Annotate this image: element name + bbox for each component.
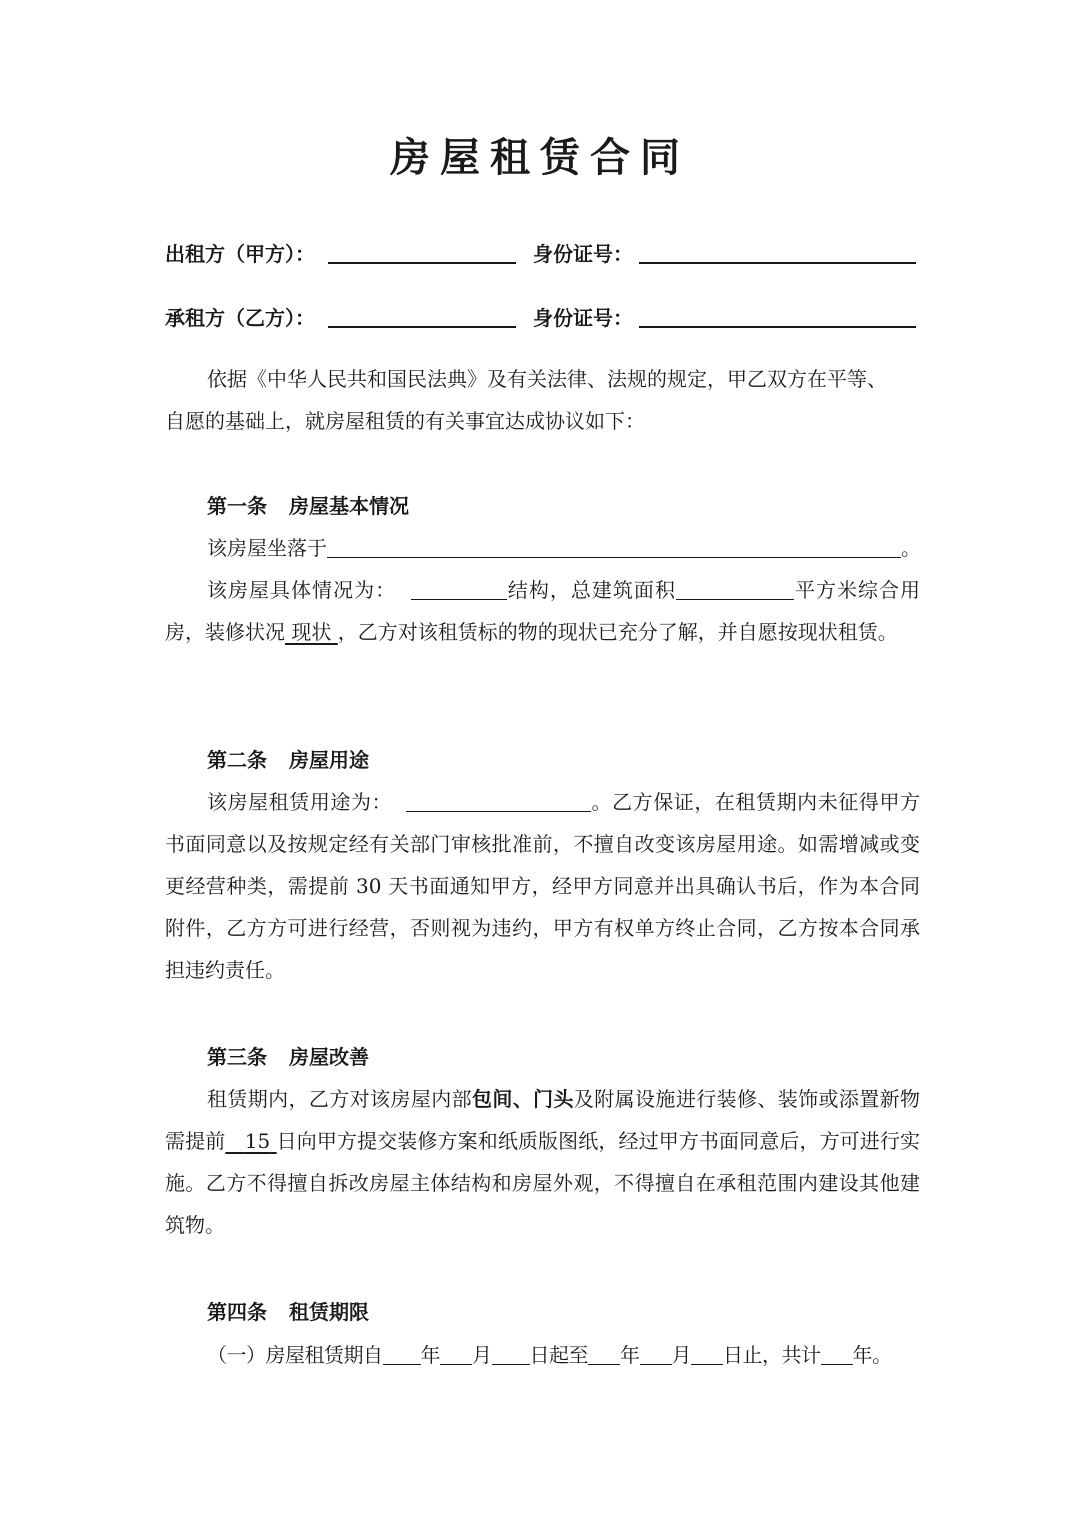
lessor-label: 出租方（甲方）：: [165, 242, 315, 266]
article-4-heading: [207, 1297, 369, 1327]
location-prefix: 该房屋坐落于: [207, 536, 327, 560]
start-year-field[interactable]: [383, 1340, 421, 1365]
lessor-id-field[interactable]: [639, 262, 916, 264]
article-1-location: [165, 527, 920, 569]
lessee-id-field[interactable]: [639, 326, 916, 328]
end-month-label: 月: [671, 1343, 691, 1367]
decoration-status: 现状: [291, 620, 332, 644]
article-3-body: [165, 1078, 920, 1246]
article-3-title: 房屋改善: [289, 1045, 369, 1069]
end-day-label: 日止，共计: [723, 1343, 821, 1367]
article-2-number: 第二条: [207, 748, 267, 772]
preamble: [165, 358, 920, 442]
total-years-field[interactable]: [821, 1340, 853, 1365]
lessee-id-label: 身份证号：: [533, 306, 633, 330]
lessee-row: [165, 296, 925, 332]
use-prefix: 该房屋租赁用途为：: [207, 790, 393, 814]
lessor-name-field[interactable]: [328, 262, 516, 264]
end-month-field[interactable]: [640, 1340, 672, 1365]
detail-use: 用房，装修状况: [165, 578, 921, 644]
document-title: 房屋租赁合同: [390, 134, 690, 181]
start-month-field[interactable]: [440, 1340, 472, 1365]
use-rest: 。乙方保证，在租赁期内未征得甲方书面同意以及按规定经有关部门审核批准前，不擅自改变该房屋用途。如需增减或变更经营种类，需提前 30 天书面通知甲方，经甲方同意并出具确认书后，作为本合同附件，乙方方可进行经营，否则视为违约，甲方有权单方终止合同，乙方按本合同承担违约责任。: [165, 790, 921, 982]
end-day-field[interactable]: [691, 1340, 723, 1365]
improve-text-c: 日向甲方提交装修方案和纸质版图纸，经过甲方书面同意后，方可进行实施。乙方不得擅自拆改房屋主体结构和房屋外观，不得擅自在承租范围内建设其他建筑物。: [165, 1129, 921, 1237]
article-1-heading: [207, 491, 409, 521]
start-day-field[interactable]: [492, 1340, 530, 1365]
start-month-label: 月: [472, 1343, 492, 1367]
article-2-title: 房屋用途: [289, 748, 369, 772]
article-3-number: 第三条: [207, 1045, 267, 1069]
improve-text-a: 租赁期内，乙方对该房屋内部: [207, 1087, 472, 1111]
article-4-title: 租赁期限: [289, 1300, 369, 1324]
lessee-name-field[interactable]: [328, 326, 516, 328]
detail-structure: 结构，总建筑面积: [506, 578, 676, 602]
detail-prefix: 该房屋具体情况为：: [207, 578, 397, 602]
lessor-id-label: 身份证号：: [533, 242, 633, 266]
article-4-number: 第四条: [207, 1300, 267, 1324]
preamble-line-1: 依据《中华人民共和国民法典》及有关法律、法规的规定，甲乙双方在平等、: [207, 367, 887, 391]
total-years-label: 年。: [852, 1343, 892, 1367]
preamble-line-2: 自愿的基础上，就房屋租赁的有关事宜达成协议如下：: [165, 409, 645, 433]
location-suffix: 。: [901, 536, 921, 560]
term-prefix: （一）房屋租赁期自: [207, 1343, 383, 1367]
article-1-number: 第一条: [207, 494, 267, 518]
article-1-details: [165, 569, 920, 653]
start-year-label: 年: [420, 1343, 440, 1367]
article-3-heading: [207, 1042, 369, 1072]
end-year-label: 年: [620, 1343, 640, 1367]
article-2-heading: [207, 745, 369, 775]
use-field[interactable]: [406, 787, 591, 812]
article-4-term: [165, 1334, 955, 1376]
area-field[interactable]: [676, 575, 794, 600]
end-year-field[interactable]: [588, 1340, 620, 1365]
lessee-label: 承租方（乙方）：: [165, 306, 315, 330]
location-field[interactable]: [327, 533, 901, 558]
detail-area-unit: 平方米综合: [793, 578, 901, 602]
article-2-body: [165, 781, 920, 991]
improve-text-b: 及附属设施进行装修、装饰或添置新物需提前: [165, 1087, 921, 1153]
improve-items: 包间、门头: [471, 1087, 574, 1111]
structure-field[interactable]: [411, 575, 507, 600]
start-day-label: 日起至: [529, 1343, 588, 1367]
notice-days: 15: [244, 1129, 271, 1153]
article-1-title: 房屋基本情况: [289, 494, 409, 518]
detail-rest: ，乙方对该租赁标的物的现状已充分了解，并自愿按现状租赁。: [337, 620, 898, 644]
lessor-row: [165, 232, 925, 268]
